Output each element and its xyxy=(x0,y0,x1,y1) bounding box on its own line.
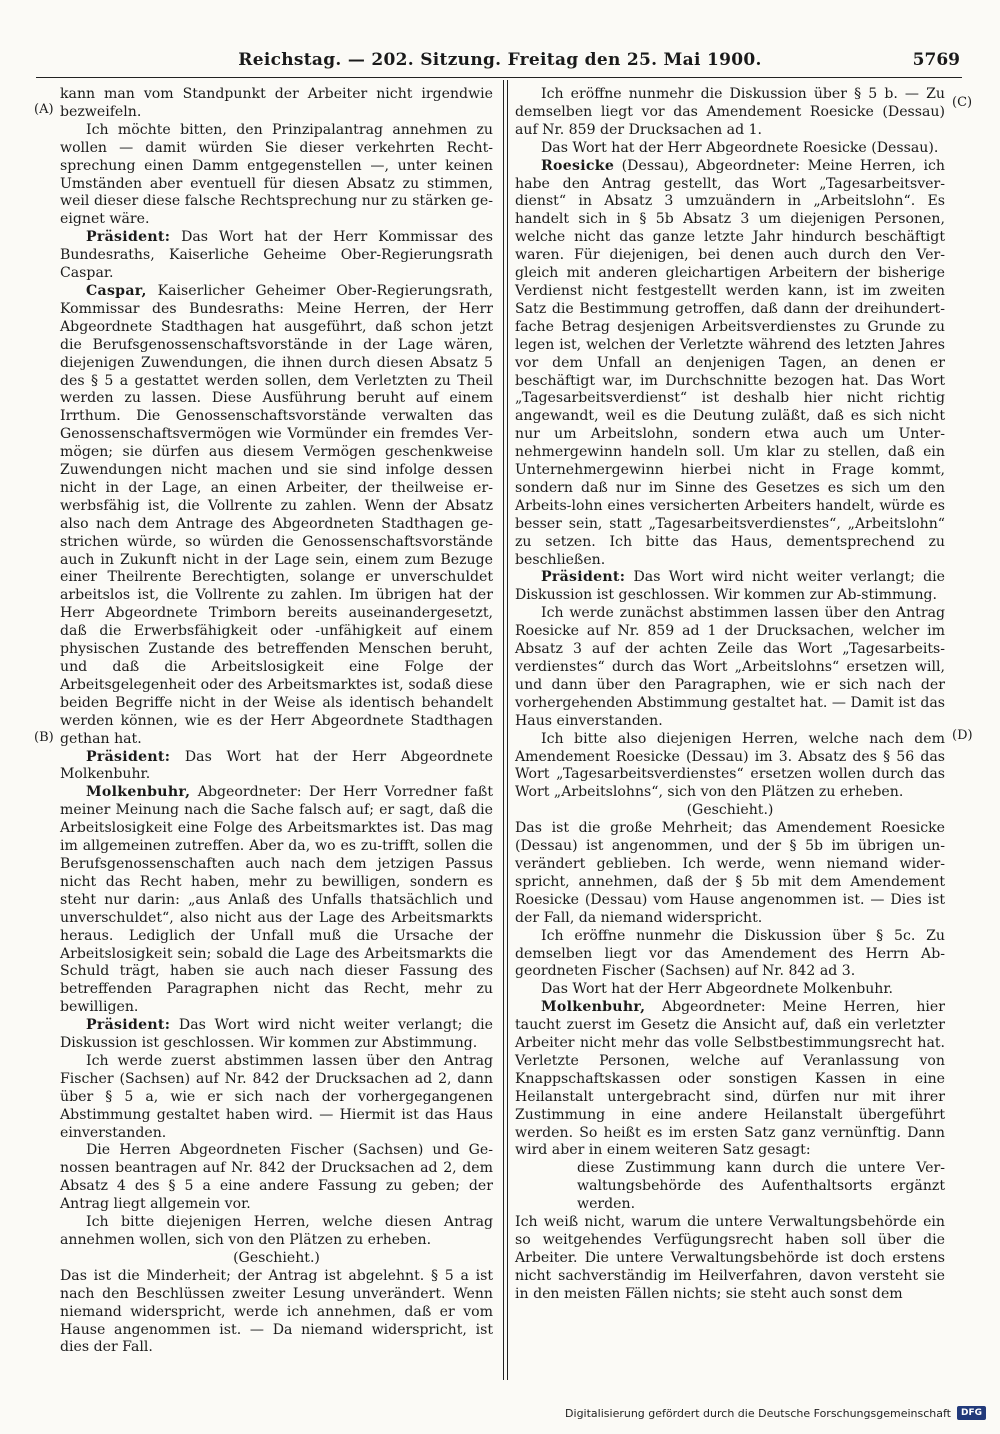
paragraph: kann man vom Standpunkt der Arbeiter nicht irgendwie bezweifeln. xyxy=(60,86,493,120)
paragraph: Ich möchte bitten, den Prinzipalantrag annehmen zu wollen — damit würden Sie dieser verkehrten Recht-sprechung einen Damm entgegenstellen —, unter keinen Umständen aber eventuell für diesen Absatz zu stimmen, weil dieser diese falsche Rechtsprechung nur zu stärken ge-eignet wäre. xyxy=(60,121,493,228)
speaker-name: Präsident: xyxy=(86,1017,171,1034)
speech-text: Das Wort wird nicht weiter verlangt; die Diskussion ist geschlossen. Wir kommen zur Ab-stimmung. xyxy=(515,569,945,604)
speaker-name: Präsident: xyxy=(86,748,171,765)
paragraph: Ich weiß nicht, warum die untere Verwaltungsbehörde ein so weitgehendes Verfügungsrecht haben soll über die Arbeiter. Die untere Verwaltungsbehörde ist doch erstens nicht sachverständig im Heilverfahren, davon versteht sie in den meisten Fällen nichts; sie steht auch sonst dem xyxy=(515,1214,945,1302)
speech-text: Das Wort wird nicht weiter verlangt; die Diskussion ist geschlossen. Wir kommen zur Abstimmung. xyxy=(60,1017,493,1052)
left-column xyxy=(60,86,493,1357)
speaker-name: Molkenbuhr, xyxy=(86,784,191,801)
page-header xyxy=(40,50,960,74)
running-title: Reichstag. — 202. Sitzung. Freitag den 25. Mai 1900. xyxy=(238,50,762,70)
paragraph: Das ist die Minderheit; der Antrag ist abgelehnt. § 5 a ist nach den Beschlüssen zweiter Lesung unverändert. Wenn niemand widerspricht, werde ich annehmen, daß er vom Hause angenommen ist. — Da niemand widerspricht, ist dies der Fall. xyxy=(60,1267,493,1356)
paragraph: Das Wort hat der Herr Abgeordnete Molkenbuhr. xyxy=(541,981,894,998)
paragraph xyxy=(60,784,493,1017)
speaker-name: Roesicke xyxy=(541,157,615,174)
paragraph xyxy=(515,999,945,1160)
paragraph xyxy=(60,749,493,785)
page-number: 5769 xyxy=(912,50,960,70)
speaker-name: Präsident: xyxy=(86,229,171,246)
margin-marker-a: (A) xyxy=(34,102,54,117)
right-column xyxy=(515,86,945,1304)
speech-text: Abgeordneter: Der Herr Vorredner faßt meiner Meinung nach die Sache falsch auf; er sagt, daß die Arbeitslosigkeit eine Folge des Arbeitsmarktes ist. Das mag im allgemeinen zutreffen. Aber da, wo es zu-trifft, sollen die Berufsgenossenschaften auch nach dem jetzigen Passus nicht das Recht haben, mehr zu bewilligen, sondern es steht nur darin: „aus Anlaß des Unfalls thatsächlich und unverschuldet“, also nicht aus der Lage des Arbeitsmarkts heraus. Lediglich der Unfall muß die Ursache der Arbeitslosigkeit sein; sobald die Lage des Arbeitsmarkts die Schuld trägt, haben sie auch nach dieser Fassung des betreffenden Paragraphen nicht das Recht, mehr zu bewilligen. xyxy=(60,784,493,1016)
block-quote: diese Zustimmung kann durch die untere Ver-waltungsbehörde des Aufenthaltsorts ergänzt werden. xyxy=(577,1160,945,1213)
stage-direction: (Geschieht.) xyxy=(686,802,774,819)
margin-marker-c: (C) xyxy=(952,95,973,110)
paragraph xyxy=(60,229,493,283)
paragraph xyxy=(60,283,493,749)
paragraph xyxy=(515,158,945,570)
margin-marker-d: (D) xyxy=(952,728,973,743)
speaker-name: Molkenbuhr, xyxy=(541,999,646,1016)
footer-credit xyxy=(565,1406,986,1420)
paragraph: Das Wort hat der Herr Abgeordnete Roesicke (Dessau). xyxy=(541,139,939,156)
column-divider-inner xyxy=(507,80,508,1380)
paragraph: Ich eröffne nunmehr die Diskussion über § 5 b. — Zu demselben liegt vor das Amendement Roesicke (Dessau) auf Nr. 859 der Drucksachen ad 1. xyxy=(515,86,945,138)
paragraph xyxy=(515,569,945,605)
paragraph: Ich bitte also diejenigen Herren, welche nach dem Amendement Roesicke (Dessau) im 3. Absatz des § 56 das Wort „Tagesarbeitsverdienstes“ ersetzen wollen durch das Wort „Arbeitslohns“, sich von den Plätzen zu erheben. xyxy=(515,730,945,801)
speech-text: Kaiserlicher Geheimer Ober-Regierungsrath, Kommissar des Bundesraths: Meine Herren, der Herr Abgeordnete Stadthagen hat ausgeführt, daß schon jetzt die Berufsgenossenschaftsvorstände in der Lage wären, diejenigen Zuwendungen, die ihnen durch diesen Absatz 5 des § 5 a gestattet werden sollen, dem Verletzten zu Theil werden zu lassen. Diese Ausführung beruht auf einem Irrthum. Die Genossenschaftsvorstände verwalten das Genossenschaftsvermögen wie Vormünder ein fremdes Ver-mögen; sie dürfen aus diesem Vermögen geschenkweise Zuwendungen nicht machen und sie sind infolge dessen nicht in der Lage, an einen Arbeiter, der theilweise er-werbsfähig ist, die Vollrente zu zahlen. Wenn der Absatz also nach dem Antrage des Abgeordneten Stadthagen ge-strichen würde, so würden die Genossenschaftsvorstände auch in Zukunft nicht in der Lage sein, einem zum Bezuge einer Theilrente Berechtigten, solange er unverschuldet arbeitslos ist, die Vollrente zu zahlen. Im übrigen hat der Herr Abgeordnete Trimborn bereits auseinandergesetzt, daß die Erwerbsfähigkeit oder -unfähigkeit auf einem physischen Zustande des betreffenden Menschen beruht, und daß die Arbeitslosigkeit eine Folge der Arbeitsgelegenheit oder des Arbeitsmarktes ist, sodaß diese beiden Begriffe nicht in der Weise als identisch behandelt werden können, wie es der Herr Abgeordnete Stadthagen gethan hat. xyxy=(60,282,493,747)
speaker-name: Caspar, xyxy=(86,282,147,299)
dfg-logo-icon: DFG xyxy=(957,1406,986,1420)
speech-text: Das Wort hat der Herr Kommissar des Bundesraths, Kaiserliche Geheime Ober-Regierungsrath Caspar. xyxy=(60,229,493,282)
header-rule xyxy=(36,77,962,78)
footer-text: Digitalisierung gefördert durch die Deutsche Forschungsgemeinschaft xyxy=(565,1406,951,1420)
paragraph: Ich eröffne nunmehr die Diskussion über § 5c. Zu demselben liegt vor das Amendement des Herrn Ab-geordneten Fischer (Sachsen) auf Nr. 842 ad 3. xyxy=(515,927,945,980)
speech-text: Das Wort hat der Herr Abgeordnete Molkenbuhr. xyxy=(60,748,493,783)
speaker-name: Präsident: xyxy=(541,569,626,586)
paragraph: Das ist die große Mehrheit; das Amendement Roesicke (Dessau) ist angenommen, und der § 5b im übrigen un-verändert geblieben. Ich werde, wenn niemand wider-spricht, annehmen, daß der § 5b mit dem Amendement Roesicke (Dessau) vom Hause angenommen ist. — Dies ist der Fall, da niemand widerspricht. xyxy=(515,820,945,926)
margin-marker-b: (B) xyxy=(34,730,54,745)
paragraph xyxy=(60,1017,493,1053)
paragraph: Die Herren Abgeordneten Fischer (Sachsen) und Ge-nossen beantragen auf Nr. 842 der Drucksachen ad 2, dem Absatz 4 des § 5 a eine andere Fassung zu geben; der Antrag liegt allgemein vor. xyxy=(60,1142,493,1213)
paragraph: Ich bitte diejenigen Herren, welche diesen Antrag annehmen wollen, sich von den Plätzen zu erheben. xyxy=(60,1214,493,1248)
speech-text: (Dessau), Abgeordneter: Meine Herren, ich habe den Antrag gestellt, das Wort „Tagesarbeitsver-dienst“ in Absatz 3 umzuändern in „Arbeitslohn“. Es handelt sich in § 5b Absatz 3 um diejenigen Personen, welche nicht das ganze letzte Jahr hindurch beschäftigt waren. Für diejenigen, bei denen auch durch den Ver-gleich mit anderen gleichartigen Arbeitern der bisherige Verdienst nicht festgestellt werden kann, ist im zweiten Satz die Bestimmung getroffen, daß dann der dreihundert-fache Betrag desjenigen Arbeitsverdienstes zu Grunde zu legen ist, welchen der Verletzte während des letzten Jahres vor dem Unfall an denjenigen Tagen, an denen er beschäftigt war, im Durchschnitte bezogen hat. Das Wort „Tagesarbeitsverdienst“ ist deshalb hier nicht richtig angewandt, weil es die Deutung zuläßt, daß es sich nicht nur um Arbeitslohn, sondern etwa auch um Unter-nehmergewinn handeln soll. Um klar zu stellen, daß ein Unternehmergewinn hierbei nicht in Frage kommt, sondern daß nur im Sinne des Gesetzes es sich um den Arbeits-lohn eines versicherten Arbeiters handelt, würde es besser sein, statt „Tagesarbeitsverdienstes“, „Arbeitslohn“ zu setzen. Ich bitte das Haus, dementsprechend zu beschließen. xyxy=(515,157,945,568)
paragraph: Ich werde zunächst abstimmen lassen über den Antrag Roesicke auf Nr. 859 ad 1 der Drucksachen, welcher im Absatz 3 auf der achten Zeile das Wort „Tagesarbeits-verdienstes“ durch das Wort „Arbeitslohns“ ersetzen will, und dann über den Paragraphen, wie er sich nach der vorhergehenden Abstimmung gestaltet hat. — Damit ist das Haus einverstanden. xyxy=(515,605,945,729)
column-divider xyxy=(503,80,504,1380)
speech-text: Abgeordneter: Meine Herren, hier taucht zuerst im Gesetz die Ansicht auf, daß ein verletzter Arbeiter nicht mehr das volle Selbstbestimmungsrecht hat. Verletzte Personen, welche auf Veranlassung von Knappschaftskassen oder sonstigen Kassen in eine Heilanstalt untergebracht sind, dürfen nur mit ihrer Zustimmung in eine andere Heilanstalt übergeführt werden. So heißt es im ersten Satz ganz vernünftig. Dann wird aber in einem weiteren Satz gesagt: xyxy=(515,999,945,1159)
stage-direction: (Geschieht.) xyxy=(233,1249,320,1266)
paragraph: Ich werde zuerst abstimmen lassen über den Antrag Fischer (Sachsen) auf Nr. 842 der Drucksachen ad 2, dann über § 5 a, wie er sich nach der vorhergegangenen Abstimmung gestaltet haben wird. — Hiermit ist das Haus einverstanden. xyxy=(60,1052,493,1141)
